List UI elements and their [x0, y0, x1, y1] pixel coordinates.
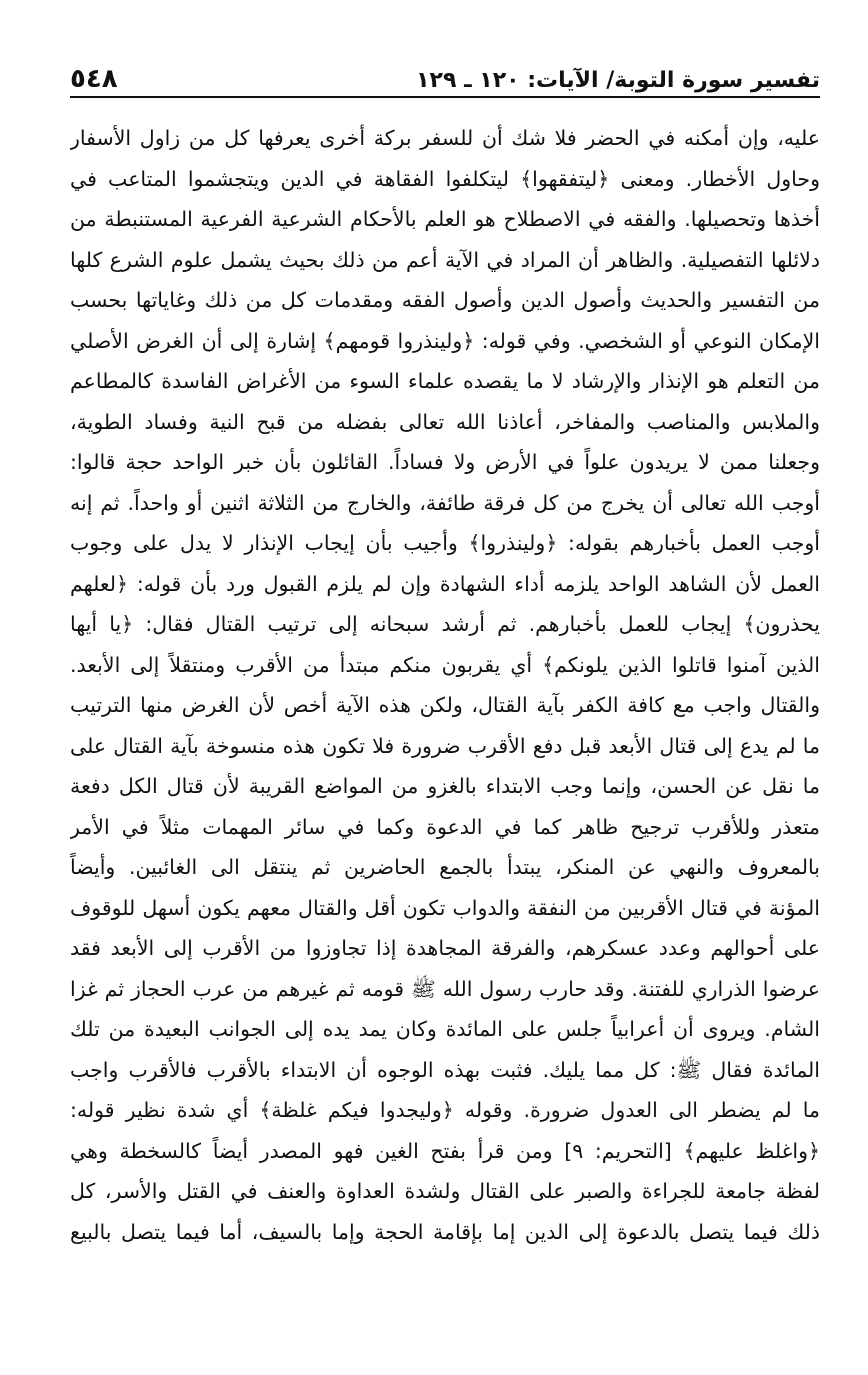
text-line: العمل لأن الشاهد الواحد يلزمه أداء الشهادة وإن لم يلزم القبول ورد بأن قوله: ﴿لعلهم — [70, 571, 820, 596]
text-line: الذين آمنوا قاتلوا الذين يلونكم﴾ أي يقربون منكم مبتدأ من الأقرب ومنتقلاً إلى الأبعد. — [70, 652, 820, 677]
text-line: أخذها وتحصيلها. والفقه في الاصطلاح هو العلم بالأحكام الشرعية الفرعية المستنبطة من — [70, 207, 820, 231]
text-line: وحاول الأخطار. ومعنى ﴿ليتفقهوا﴾ ليتكلفوا الفقاهة في الدين ويتجشموا المتاعب في — [70, 166, 820, 191]
text-line: من التعلم هو الإنذار والإرشاد لا ما يقصده علماء السوء من الأغراض الفاسدة كالمطاعم — [70, 369, 820, 393]
text-line: ما لم يضطر الى العدول ضرورة. وقوله ﴿وليجدوا فيكم غلظة﴾ أي شدة نظير قوله: — [70, 1098, 820, 1122]
text-line: دلائلها التفصيلية. والظاهر أن المراد في الآية أعم من ذلك بحيث يشمل علوم الشرع كلها — [70, 247, 820, 272]
text-line: المائدة فقال ﷺ: كل مما يليك. فثبت بهذه الوجوه أن الابتداء بالأقرب فالأقرب واجب — [70, 1057, 820, 1082]
text-line: الشام. ويروى أن أعرابياً جلس على المائدة وكان يمد يده إلى الجوانب البعيدة من تلك — [70, 1017, 820, 1041]
text-line: لفظة جامعة للجراءة والصبر على القتال ولشدة العداوة والعنف في القتل والأسر، كل — [70, 1179, 820, 1203]
text-line: ذلك فيما يتصل بالدعوة إلى الدين إما بإقامة الحجة وإما بالسيف، أما فيما يتصل بالبيع — [70, 1219, 820, 1244]
text-line: عرضوا الذراري للفتنة. وقد حارب رسول الله ﷺ قومه ثم غيرهم من عرب الحجاز ثم غزا — [70, 976, 820, 1001]
text-line: والقتال واجب مع كافة الكفر بآية القتال، ولكن هذه الآية أخص لأن الغرض منها الترتيب — [70, 693, 820, 717]
text-line: من التفسير والحديث وأصول الدين وأصول الفقه ومقدمات كل من ذلك وغاياتها بحسب — [70, 288, 820, 312]
running-title: تفسير سورة التوبة/ الآيات: ١٢٠ ـ ١٢٩ — [416, 68, 820, 93]
text-line: وجعلنا ممن لا يريدون علواً في الأرض ولا فساداً. القائلون بأن خبر الواحد حجة قالوا: — [70, 450, 820, 474]
text-line: على أحوالهم وعدد عسكرهم، والفرقة المجاهدة إذا تجاوزوا من الأقرب إلى الأبعد فقد — [70, 936, 820, 960]
text-line: أوجب العمل بأخبارهم بقوله: ﴿ولينذروا﴾ وأجيب بأن إيجاب الإنذار لا يدل على وجوب — [70, 531, 820, 555]
body-text — [70, 118, 820, 1252]
text-line: الإمكان النوعي أو الشخصي. وفي قوله: ﴿ولينذروا قومهم﴾ إشارة إلى أن الغرض الأصلي — [70, 328, 820, 353]
page-header — [70, 58, 820, 98]
text-line: متعذر وللأقرب ترجيح ظاهر كما في الدعوة وكما في سائر المهمات مثلاً في الأمر — [70, 814, 820, 839]
text-line: أوجب الله تعالى أن يخرج من كل فرقة طائفة، والخارج من الثلاثة اثنين أو واحداً. ثم إنه — [70, 490, 820, 515]
text-line: ﴿واغلظ عليهم﴾ [التحريم: ٩] ومن قرأ بفتح الغين فهو المصدر أيضاً كالسخطة وهي — [70, 1138, 820, 1163]
page-number: ٥٤٨ — [70, 64, 118, 94]
text-line: يحذرون﴾ إيجاب للعمل بأخبارهم. ثم أرشد سبحانه إلى ترتيب القتال فقال: ﴿يا أيها — [70, 612, 820, 636]
text-line: المؤنة في قتال الأقربين من النفقة والدواب تكون أقل والقتال معهم يكون أسهل للوقوف — [70, 895, 820, 920]
text-line: والملابس والمناصب والمفاخر، أعاذنا الله تعالى بفضله من قبح النية وفساد الطوية، — [70, 409, 820, 434]
text-line: ما نقل عن الحسن، وإنما وجب الابتداء بالغزو من المواضع القريبة لأن قتال الكل دفعة — [70, 774, 820, 798]
text-line: بالمعروف والنهي عن المنكر، يبتدأ بالجمع الحاضرين ثم ينتقل الى الغائبين. وأيضاً — [70, 855, 820, 879]
text-line: عليه، وإن أمكنه في الحضر فلا شك أن للسفر بركة أخرى يعرفها كل من زاول الأسفار — [70, 126, 820, 150]
text-line: ما لم يدع إلى قتال الأبعد قبل دفع الأقرب ضرورة فلا تكون هذه منسوخة بآية القتال على — [70, 733, 820, 758]
